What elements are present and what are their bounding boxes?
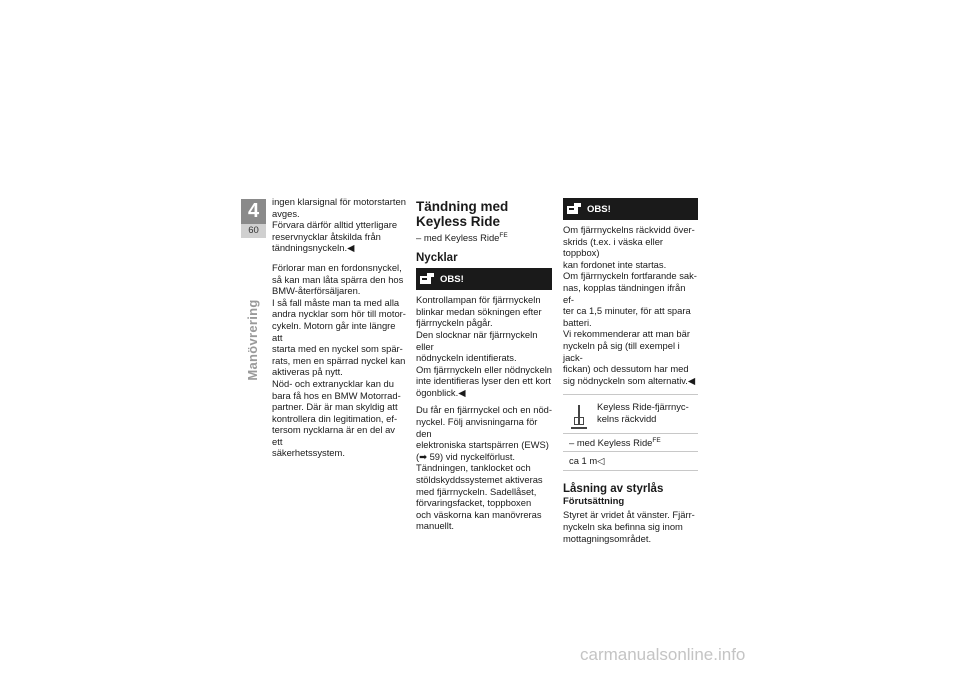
text-line: nyckeln ska befinna sig inom (563, 521, 683, 533)
text-line: nyckeln på sig (till exempel i jack- (563, 339, 680, 363)
spec-row-value: ca 1 m◁ (563, 452, 698, 471)
heading-prereq: Förutsättning (563, 496, 625, 508)
text-line: förvaringsfacket, toppboxen (416, 497, 532, 509)
col2-para-1 (416, 294, 552, 398)
text-line: aktiveras på nytt. (272, 366, 343, 378)
text-line: nas, kopplas tändningen ifrån ef- (563, 281, 686, 305)
text-line: batteri. (563, 316, 592, 328)
heading-keys: Nycklar (416, 252, 458, 265)
section-title: Tändning med Keyless Ride (416, 199, 509, 229)
text-line: manuellt. (416, 520, 455, 532)
text-line: Om fjärrnyckelns räckvidd över- (563, 224, 695, 235)
text-line: mottagningsområdet. (563, 532, 652, 544)
text-line: så kan man låta spärra den hos (272, 273, 404, 285)
text-line: Tändningen, tanklocket och (416, 462, 531, 474)
text-line: BMW-återförsäljaren. (272, 285, 361, 297)
page-number: 60 (241, 224, 266, 238)
text-line: Vi rekommenderar att man bär (563, 328, 690, 340)
text-line: stöldskyddssystemet aktiveras (416, 474, 543, 486)
col2-para-2 (416, 404, 552, 532)
end-mark: ◀ (687, 374, 696, 386)
warning-icon (420, 273, 434, 285)
text-line: med fjärrnyckeln. Sadellåset, (416, 485, 537, 497)
text-line: bara få hos en BMW Motorrad- (272, 389, 401, 401)
text-line: inte identifieras lyser den ett kort (416, 375, 551, 387)
text-line: kan fordonet inte startas. (563, 258, 667, 270)
column-1 (272, 196, 406, 459)
obs-banner (416, 268, 552, 290)
text-line: ter ca 1,5 minuter, för att spara (563, 305, 691, 317)
text-line: Keyless Ride-fjärrnyc- (597, 401, 689, 413)
spec-row-sub: – med Keyless Ride$^{FE}$ (563, 434, 698, 452)
spec-title (597, 401, 689, 429)
text-line: ögonblick.◀ (416, 386, 466, 398)
text-line: I så fall måste man ta med alla (272, 296, 400, 308)
text-line: Förvara därför alltid ytterligare (272, 219, 398, 231)
col3-para-2 (563, 509, 698, 544)
end-mark: ◀ (458, 386, 466, 398)
text-line: och väskorna kan manövreras (416, 508, 542, 520)
text-line: sig nödnyckeln som alternativ.◀ (563, 374, 696, 386)
text-line: andra nycklar som hör till motor- (272, 308, 406, 320)
text-line: Kontrollampan för fjärrnyckeln (416, 294, 541, 306)
text-line: skrids (t.ex. i väska eller toppbox) (563, 235, 664, 259)
column-3 (563, 198, 698, 544)
text-line: säkerhetssystem. (272, 447, 345, 459)
text-line: nödnyckeln identifierats. (416, 352, 517, 364)
text-line: fickan) och dessutom har med (563, 363, 689, 375)
side-title: Manövrering (245, 299, 260, 381)
col1-para-3 (272, 262, 406, 459)
text-line: Den slocknar när fjärrnyckeln eller (416, 328, 538, 352)
text-line: fjärrnyckeln pågår. (416, 317, 493, 329)
text-line: blinkar medan sökningen efter (416, 305, 542, 317)
text-line: Du får en fjärrnyckel och en nöd- (416, 404, 553, 416)
key-range-icon (571, 405, 591, 429)
text-line: (➡ 59) vid nyckelförlust. (416, 450, 516, 462)
heading-lock: Låsning av styrlås (563, 483, 664, 496)
obs-banner (563, 198, 698, 220)
watermark: carmanualsonline.info (580, 645, 746, 664)
text-line: Om fjärrnyckeln fortfarande sak- (563, 270, 697, 282)
col1-para-2 (272, 219, 406, 254)
text-line: cykeln. Motorn går inte längre att (272, 319, 396, 343)
col1-para-1 (272, 196, 406, 219)
text-line: kontrollera din legitimation, ef- (272, 412, 398, 424)
text-line: kelns räckvidd (597, 412, 657, 424)
obs-label: OBS! (440, 273, 464, 285)
warning-icon (567, 203, 581, 215)
spec-table (563, 394, 698, 471)
text-line: partner. Där är man skyldig att (272, 401, 398, 413)
chapter-number: 4 (241, 199, 266, 224)
text-line: Förlorar man en fordonsnyckel, (272, 261, 402, 273)
text-line: reservnycklar åtskilda från (272, 230, 381, 242)
column-2 (416, 199, 552, 532)
text-line: tersom nycklarna är en del av ett (272, 424, 395, 447)
section-subtitle: – med Keyless Ride$^{FE}$ (416, 232, 508, 244)
obs-label: OBS! (587, 203, 611, 215)
text-line: nyckel. Följ anvisningarna för den (416, 416, 538, 439)
text-line: starta med en nyckel som spär- (272, 343, 403, 355)
text-line: tändningsnyckeln.◀ (272, 242, 355, 254)
col3-para-1 (563, 224, 698, 386)
text-line: elektroniska startspärren (EWS) (416, 439, 549, 451)
end-mark: ◀ (347, 242, 355, 254)
text-line: Styret är vridet åt vänster. Fjärr- (563, 509, 695, 521)
text-line: avges. (272, 207, 300, 219)
text-line: Nöd- och extranycklar kan du (272, 377, 394, 389)
spec-row-title (563, 395, 698, 434)
text-line: ingen klarsignal för motorstarten (272, 196, 406, 207)
text-line: rats, men en spärrad nyckel kan (272, 354, 406, 366)
text-line: Om fjärrnyckeln eller nödnyckeln (416, 363, 552, 375)
